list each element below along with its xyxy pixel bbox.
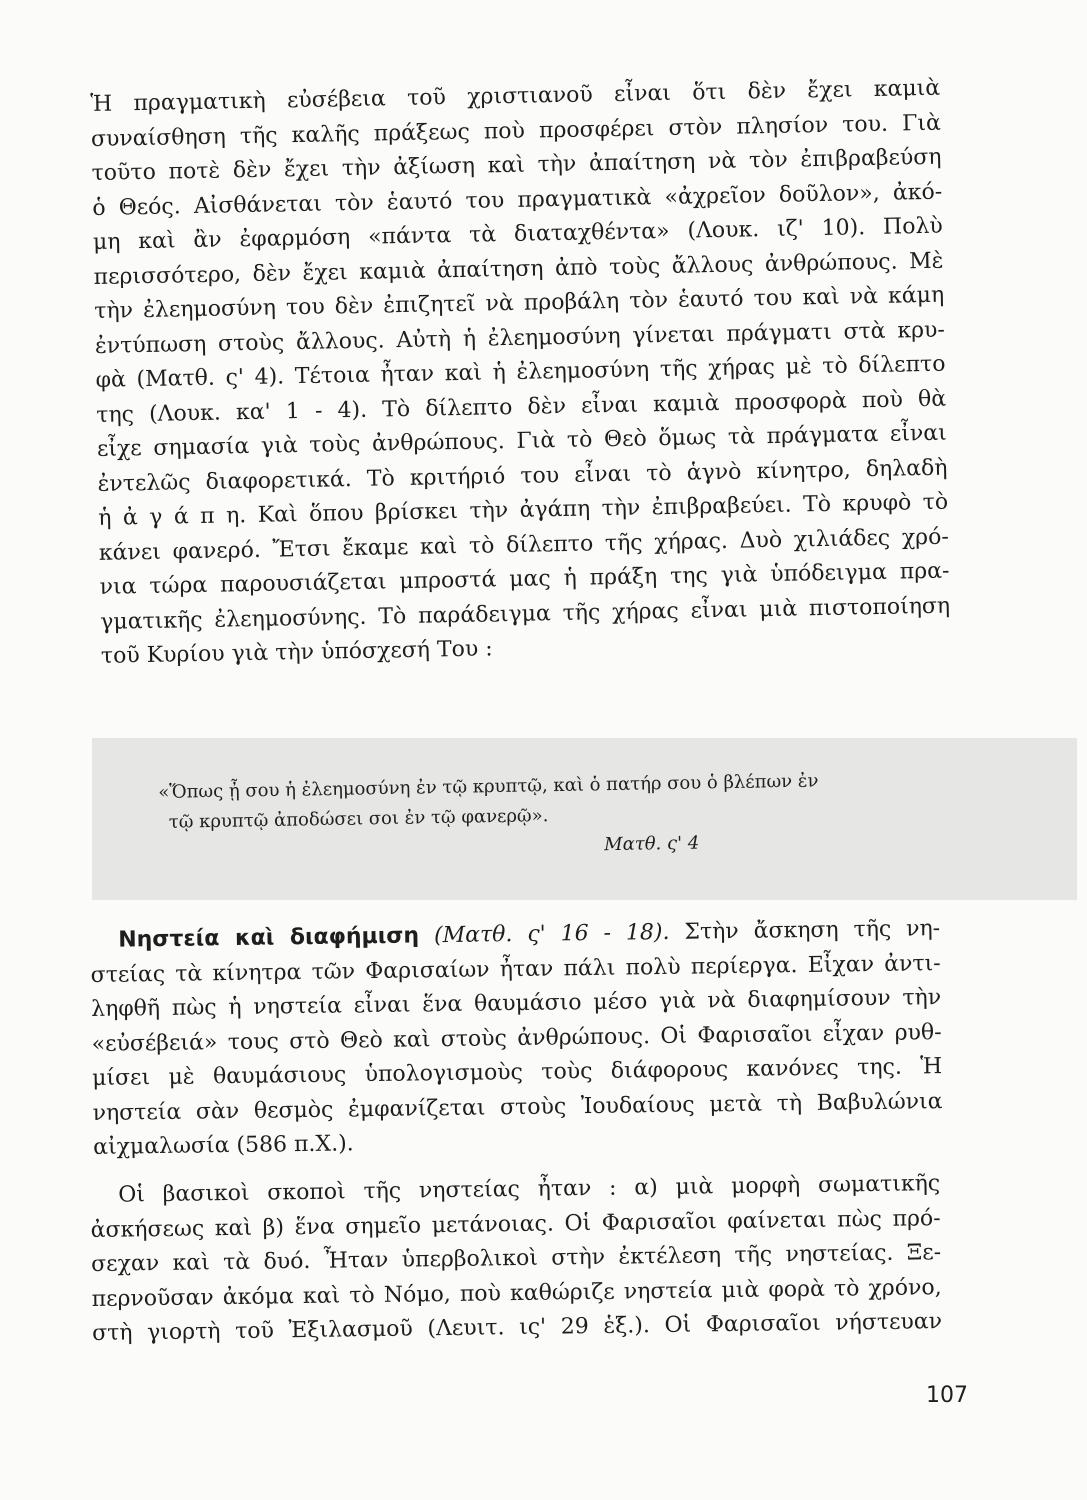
text-line: της (Λουκ. κα' 1 - 4). Τὸ δίλεπτο δὲν εἶναι καμιὰ προσφορὰ ποὺ θὰ <box>96 386 947 428</box>
text-line: ἐντύπωση στοὺς ἄλλους. Αὐτὴ ἡ ἐλεημοσύνη γίνεται πράγματι στὰ κρυ- <box>94 317 946 359</box>
text-line: Ἡ πραγματικὴ εὐσέβεια τοῦ χριστιανοῦ εἶναι ὅτι δὲν ἔχει καμιὰ <box>90 75 941 117</box>
quote-line: «Ὅπως ᾖ σου ἡ ἐλεημοσύνη ἐν τῷ κρυπτῷ, καὶ ὁ πατήρ σου ὁ βλέπων ἐν <box>158 770 819 803</box>
text-line: τὴν ἐλεημοσύνη του δὲν ἐπιζητεῖ νὰ προβάλη τὸν ἑαυτό του καὶ νὰ κάμη <box>94 282 945 324</box>
text-line: γματικῆς ἐλεημοσύνης. Τὸ παράδειγμα τῆς χήρας εἶναι μιὰ πιστοποίηση <box>100 593 951 635</box>
text-line: ἐντελῶς διαφορετικά. Τὸ κριτήριό του εἶναι τὸ ἁγνὸ κίνητρο, δηλαδὴ <box>97 455 948 497</box>
paragraph-almsgiving <box>90 72 951 675</box>
text-line: τοῦ Κυρίου γιὰ τὴν ὑπόσχεσή Του : <box>100 636 493 669</box>
quote-reference: Ματθ. ς' 4 <box>604 832 700 856</box>
text-line: μίσει μὲ θαυμάσιους ὑπολογισμοὺς τοὺς διάφορους κανόνες της. Ἡ <box>91 1054 943 1091</box>
paragraph-fasting-purposes <box>90 1167 942 1351</box>
text-line: νηστεία σὰν θεσμὸς ἐμφανίζεται στοὺς Ἰουδαίους μετὰ τὴ Βαβυλώνια <box>92 1088 943 1126</box>
quote-line: τῷ κρυπτῷ ἀποδώσει σοι ἐν τῷ φανερῷ». <box>168 805 549 833</box>
text-line: ἀσκήσεως καὶ β) ἕνα σημεῖο μετάνοιας. Οἱ Φαρισαῖοι φαίνεται πὼς πρό- <box>90 1205 941 1243</box>
text-line: τοῦτο ποτὲ δὲν ἔχει τὴν ἀξίωση καὶ τὴν ἀπαίτηση νὰ τὸν ἐπιβραβεύση <box>91 144 942 186</box>
text-line: φὰ (Ματθ. ς' 4). Τέτοια ἦταν καὶ ἡ ἐλεημοσύνη τῆς χήρας μὲ τὸ δίλεπτο <box>95 351 946 393</box>
text-line: εἶχε σημασία γιὰ τοὺς ἀνθρώπους. Γιὰ τὸ Θεὸ ὅμως τὰ πράγματα εἶναι <box>96 420 948 462</box>
text-line: σεχαν καὶ τὰ δυό. Ἦταν ὑπερβολικοὶ στὴν ἐκτέλεση τῆς νηστείας. Ξε- <box>91 1240 942 1277</box>
section-heading-reference: (Ματθ. ς' 16 - 18). <box>433 919 670 949</box>
text-line: κάνει φανερό. Ἔτσι ἔκαμε καὶ τὸ δίλεπτο τῆς χήρας. Δυὸ χιλιάδες χρό- <box>98 524 950 566</box>
scripture-quote <box>158 765 879 868</box>
text-line: νια τώρα παρουσιάζεται μπροστά μας ἡ πράξη της γιὰ ὑπόδειγμα πρα- <box>99 558 950 600</box>
text-line: ὁ Θεός. Αἰσθάνεται τὸν ἑαυτό του πραγματικὰ «ἀχρεῖον δοῦλον», ἀκό- <box>92 179 943 221</box>
text-line: περνοῦσαν ἀκόμα καὶ τὸ Νόμο, ποὺ καθώριζε νηστεία μιὰ φορὰ τὸ χρόνο, <box>91 1274 942 1312</box>
text-line: στείας τὰ κίνητρα τῶν Φαρισαίων ἦταν πάλι πολὺ περίεργα. Εἶχαν ἀντι- <box>90 950 941 988</box>
text-line: στὴ γιορτὴ τοῦ Ἐξιλασμοῦ (Λευιτ. ις' 29 ἑξ.). Οἱ Φαρισαῖοι νήστευαν <box>91 1309 943 1346</box>
text-line: αἰχμαλωσία (586 π.Χ.). <box>92 1131 354 1160</box>
text-line: συναίσθηση τῆς καλῆς πράξεως ποὺ προσφέρει στὸν πλησίον του. Γιὰ <box>90 110 942 152</box>
section-heading: Νηστεία καὶ διαφήμιση <box>118 923 420 953</box>
text-line: ἡ ἀ γ ά π η. Καὶ ὅπου βρίσκει τὴν ἀγάπη τὴν ἐπιβραβεύει. Τὸ κρυφὸ τὸ <box>98 489 949 531</box>
text-line: Οἱ βασικοὶ σκοποὶ τῆς νηστείας ἦταν : α) μιὰ μορφὴ σωματικῆς <box>118 1171 941 1208</box>
paragraph-fasting <box>90 912 943 1165</box>
text-line: «εὐσέβειά» τους στὸ Θεὸ καὶ στοὺς ἀνθρώπους. Οἱ Φαρισαῖοι εἶχαν ρυθ- <box>91 1019 942 1057</box>
text-line: περισσότερο, δὲν ἔχει καμιὰ ἀπαίτηση ἀπὸ τοὺς ἄλλους ἀνθρώπους. Μὲ <box>93 248 944 290</box>
text-line: ληφθῆ πὼς ἡ νηστεία εἶναι ἕνα θαυμάσιο μέσο γιὰ νὰ διαφημίσουν τὴν <box>91 985 942 1022</box>
text-line: μη καὶ ἂν ἐφαρμόση «πάντα τὰ διαταχθέντα» (Λουκ. ιζ' 10). Πολὺ <box>92 213 944 255</box>
page-number: 107 <box>926 1383 968 1408</box>
text-fragment: Στὴν ἄσκηση τῆς νη- <box>684 916 941 945</box>
